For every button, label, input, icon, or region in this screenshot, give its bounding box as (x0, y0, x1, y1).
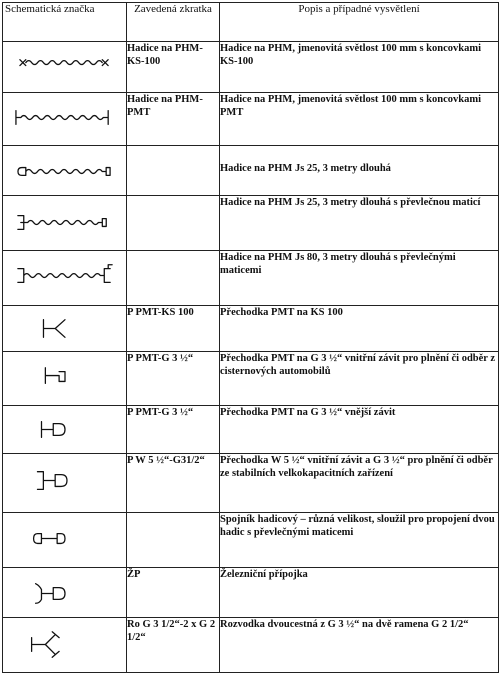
desc-cell: Rozvodka dvoucestná z G 3 ½“ na dvě ramena G 2 1/2“ (220, 618, 499, 673)
abbr-cell: P PMT-KS 100 (127, 306, 220, 352)
table-row (3, 618, 499, 673)
desc-cell: Hadice na PHM, jmenovitá světlost 100 mm s koncovkami PMT (220, 93, 499, 146)
rail-connection-icon (3, 568, 127, 617)
symbol-cell (3, 454, 127, 513)
table-row (3, 568, 499, 618)
table-row (3, 146, 499, 196)
hose-ks100-icon (3, 42, 127, 92)
table-row (3, 42, 499, 93)
adapter-pmt-g-inner-icon (3, 352, 127, 405)
symbol-cell (3, 306, 127, 352)
desc-cell: Přechodka PMT na KS 100 (220, 306, 499, 352)
symbol-cell (3, 251, 127, 306)
abbr-cell (127, 513, 220, 568)
header-symbol: Schematická značka (3, 3, 127, 42)
abbr-cell: P PMT-G 3 ½“ (127, 406, 220, 454)
hose-coupler-icon (3, 513, 127, 567)
abbr-cell (127, 251, 220, 306)
header-abbr: Zavedená zkratka (127, 3, 220, 42)
adapter-w-g-icon (3, 454, 127, 512)
abbr-cell: Hadice na PHM-PMT (127, 93, 220, 146)
abbr-cell: Ro G 3 1/2“-2 x G 2 1/2“ (127, 618, 220, 673)
abbr-cell: P W 5 ½“-G31/2“ (127, 454, 220, 513)
desc-cell: Přechodka W 5 ½“ vnitřní závit a G 3 ½“ pro plnění či odběr ze stabilních velkokapacitních zařízení (220, 454, 499, 513)
hose-js25-icon (3, 146, 127, 195)
symbol-cell (3, 618, 127, 673)
desc-cell: Přechodka PMT na G 3 ½“ vnitřní závit pro plnění či odběr z cisternových automobilů (220, 352, 499, 406)
symbol-cell (3, 568, 127, 618)
legend-table (2, 2, 499, 673)
adapter-pmt-g-outer-icon (3, 406, 127, 453)
hose-js25-nut-icon (3, 196, 127, 250)
desc-cell: Spojník hadicový – různá velikost, sloužil pro propojení dvou hadic s převlečnými maticemi (220, 513, 499, 568)
desc-cell: Hadice na PHM Js 80, 3 metry dlouhá s převlečnými maticemi (220, 251, 499, 306)
desc-cell: Hadice na PHM Js 25, 3 metry dlouhá s převlečnou maticí (220, 196, 499, 251)
symbol-cell (3, 352, 127, 406)
table-row (3, 306, 499, 352)
table-row (3, 251, 499, 306)
header-row (3, 3, 499, 42)
hose-pmt-icon (3, 93, 127, 145)
symbol-cell (3, 42, 127, 93)
table-row (3, 406, 499, 454)
abbr-cell (127, 196, 220, 251)
desc-cell: Hadice na PHM Js 25, 3 metry dlouhá (220, 146, 499, 196)
table-row (3, 93, 499, 146)
abbr-cell (127, 146, 220, 196)
symbol-cell (3, 146, 127, 196)
desc-cell: Železniční přípojka (220, 568, 499, 618)
abbr-cell: P PMT-G 3 ½“ (127, 352, 220, 406)
symbol-cell (3, 196, 127, 251)
symbol-cell (3, 93, 127, 146)
table-row (3, 352, 499, 406)
splitter-icon (3, 618, 127, 672)
symbol-cell (3, 513, 127, 568)
table-row (3, 513, 499, 568)
symbol-cell (3, 406, 127, 454)
abbr-cell: ŽP (127, 568, 220, 618)
adapter-pmt-ks-icon (3, 306, 127, 351)
abbr-cell: Hadice na PHM-KS-100 (127, 42, 220, 93)
desc-cell: Hadice na PHM, jmenovitá světlost 100 mm s koncovkami KS-100 (220, 42, 499, 93)
hose-js80-nuts-icon (3, 251, 127, 305)
desc-cell: Přechodka PMT na G 3 ½“ vnější závit (220, 406, 499, 454)
header-desc: Popis a případné vysvětlení (220, 3, 499, 42)
table-row (3, 196, 499, 251)
table-row (3, 454, 499, 513)
